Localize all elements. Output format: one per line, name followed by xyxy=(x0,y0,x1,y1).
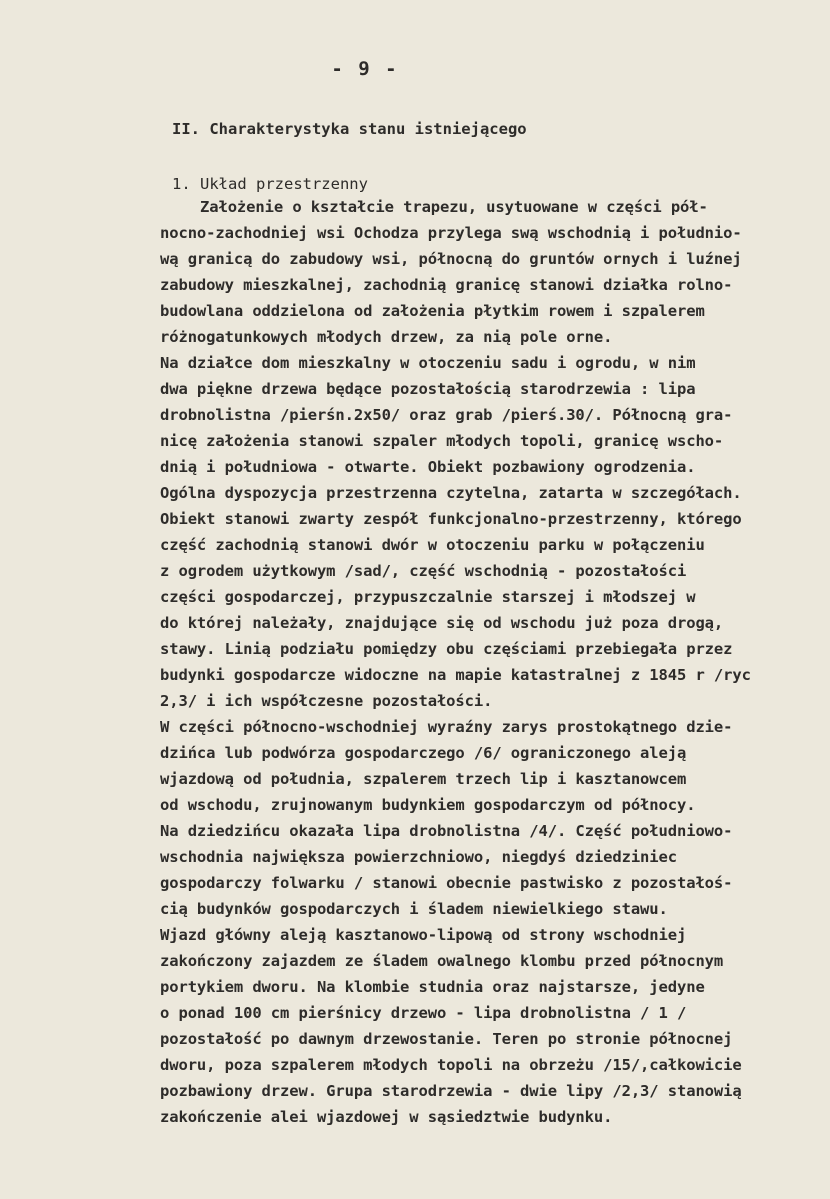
text-line: Na dziedzińcu okazała lipa drobnolistna /4/. Część południowo- xyxy=(160,822,733,840)
text-line: stawy. Linią podziału pomiędzy obu częściami przebiegała przez xyxy=(160,640,733,658)
page-number: - 9 - xyxy=(331,58,399,80)
text-line: Obiekt stanowi zwarty zespół funkcjonalno-przestrzenny, którego xyxy=(160,510,742,528)
text-line: z ogrodem użytkowym /sad/, część wschodnią - pozostałości xyxy=(160,562,687,580)
text-line: zabudowy mieszkalnej, zachodnią granicę stanowi działka rolno- xyxy=(160,276,733,294)
text-line: Założenie o kształcie trapezu, usytuowane w części pół- xyxy=(200,198,708,216)
body-text xyxy=(160,194,751,1130)
text-line: dnią i południowa - otwarte. Obiekt pozbawiony ogrodzenia. xyxy=(160,458,696,476)
text-line: drobnolistna /pierśn.2x50/ oraz grab /pierś.30/. Północną gra- xyxy=(160,406,733,424)
text-line: część zachodnią stanowi dwór w otoczeniu parku w połączeniu xyxy=(160,536,705,554)
text-line: zakończony zajazdem ze śladem owalnego klombu przed północnym xyxy=(160,952,724,970)
text-line: do której należały, znajdujące się od wschodu już poza drogą, xyxy=(160,614,724,632)
text-line: wą granicą do zabudowy wsi, północną do gruntów ornych i luźnej xyxy=(160,250,742,268)
text-line: pozbawiony drzew. Grupa starodrzewia - dwie lipy /2,3/ stanowią xyxy=(160,1082,742,1100)
text-line: Na działce dom mieszkalny w otoczeniu sadu i ogrodu, w nim xyxy=(160,354,696,372)
text-line: portykiem dworu. Na klombie studnia oraz najstarsze, jedyne xyxy=(160,978,705,996)
text-line: o ponad 100 cm pierśnicy drzewo - lipa drobnolistna / 1 / xyxy=(160,1004,687,1022)
text-line: dzińca lub podwórza gospodarczego /6/ ograniczonego aleją xyxy=(160,744,687,762)
text-line: dwa piękne drzewa będące pozostałością starodrzewia : lipa xyxy=(160,380,696,398)
text-line: nocno-zachodniej wsi Ochodza przylega swą wschodnią i południo- xyxy=(160,224,742,242)
text-line: Ogólna dyspozycja przestrzenna czytelna, zatarta w szczegółach. xyxy=(160,484,742,502)
text-line: gospodarczy folwarku / stanowi obecnie pastwisko z pozostałoś- xyxy=(160,874,733,892)
text-line: wschodnia największa powierzchniowo, niegdyś dziedziniec xyxy=(160,848,677,866)
text-line: różnogatunkowych młodych drzew, za nią pole orne. xyxy=(160,328,613,346)
text-line: W części północno-wschodniej wyraźny zarys prostokątnego dzie- xyxy=(160,718,733,736)
text-line: od wschodu, zrujnowanym budynkiem gospodarczym od północy. xyxy=(160,796,696,814)
text-line: części gospodarczej, przypuszczalnie starszej i młodszej w xyxy=(160,588,696,606)
subsection-heading: 1. Układ przestrzenny xyxy=(172,175,368,193)
text-line: wjazdową od południa, szpalerem trzech lip i kasztanowcem xyxy=(160,770,687,788)
text-line: zakończenie alei wjazdowej w sąsiedztwie budynku. xyxy=(160,1108,613,1126)
text-line: 2,3/ i ich współczesne pozostałości. xyxy=(160,692,493,710)
text-line: budynki gospodarcze widoczne na mapie katastralnej z 1845 r /ryc xyxy=(160,666,751,684)
text-line: budowlana oddzielona od założenia płytkim rowem i szpalerem xyxy=(160,302,705,320)
text-line: pozostałość po dawnym drzewostanie. Teren po stronie północnej xyxy=(160,1030,733,1048)
section-heading: II. Charakterystyka stanu istniejącego xyxy=(172,120,527,138)
text-line: nicę założenia stanowi szpaler młodych topoli, granicę wscho- xyxy=(160,432,724,450)
text-line: dworu, poza szpalerem młodych topoli na obrzeżu /15/,całkowicie xyxy=(160,1056,742,1074)
text-line: cią budynków gospodarczych i śladem niewielkiego stawu. xyxy=(160,900,668,918)
text-line: Wjazd główny aleją kasztanowo-lipową od strony wschodniej xyxy=(160,926,687,944)
